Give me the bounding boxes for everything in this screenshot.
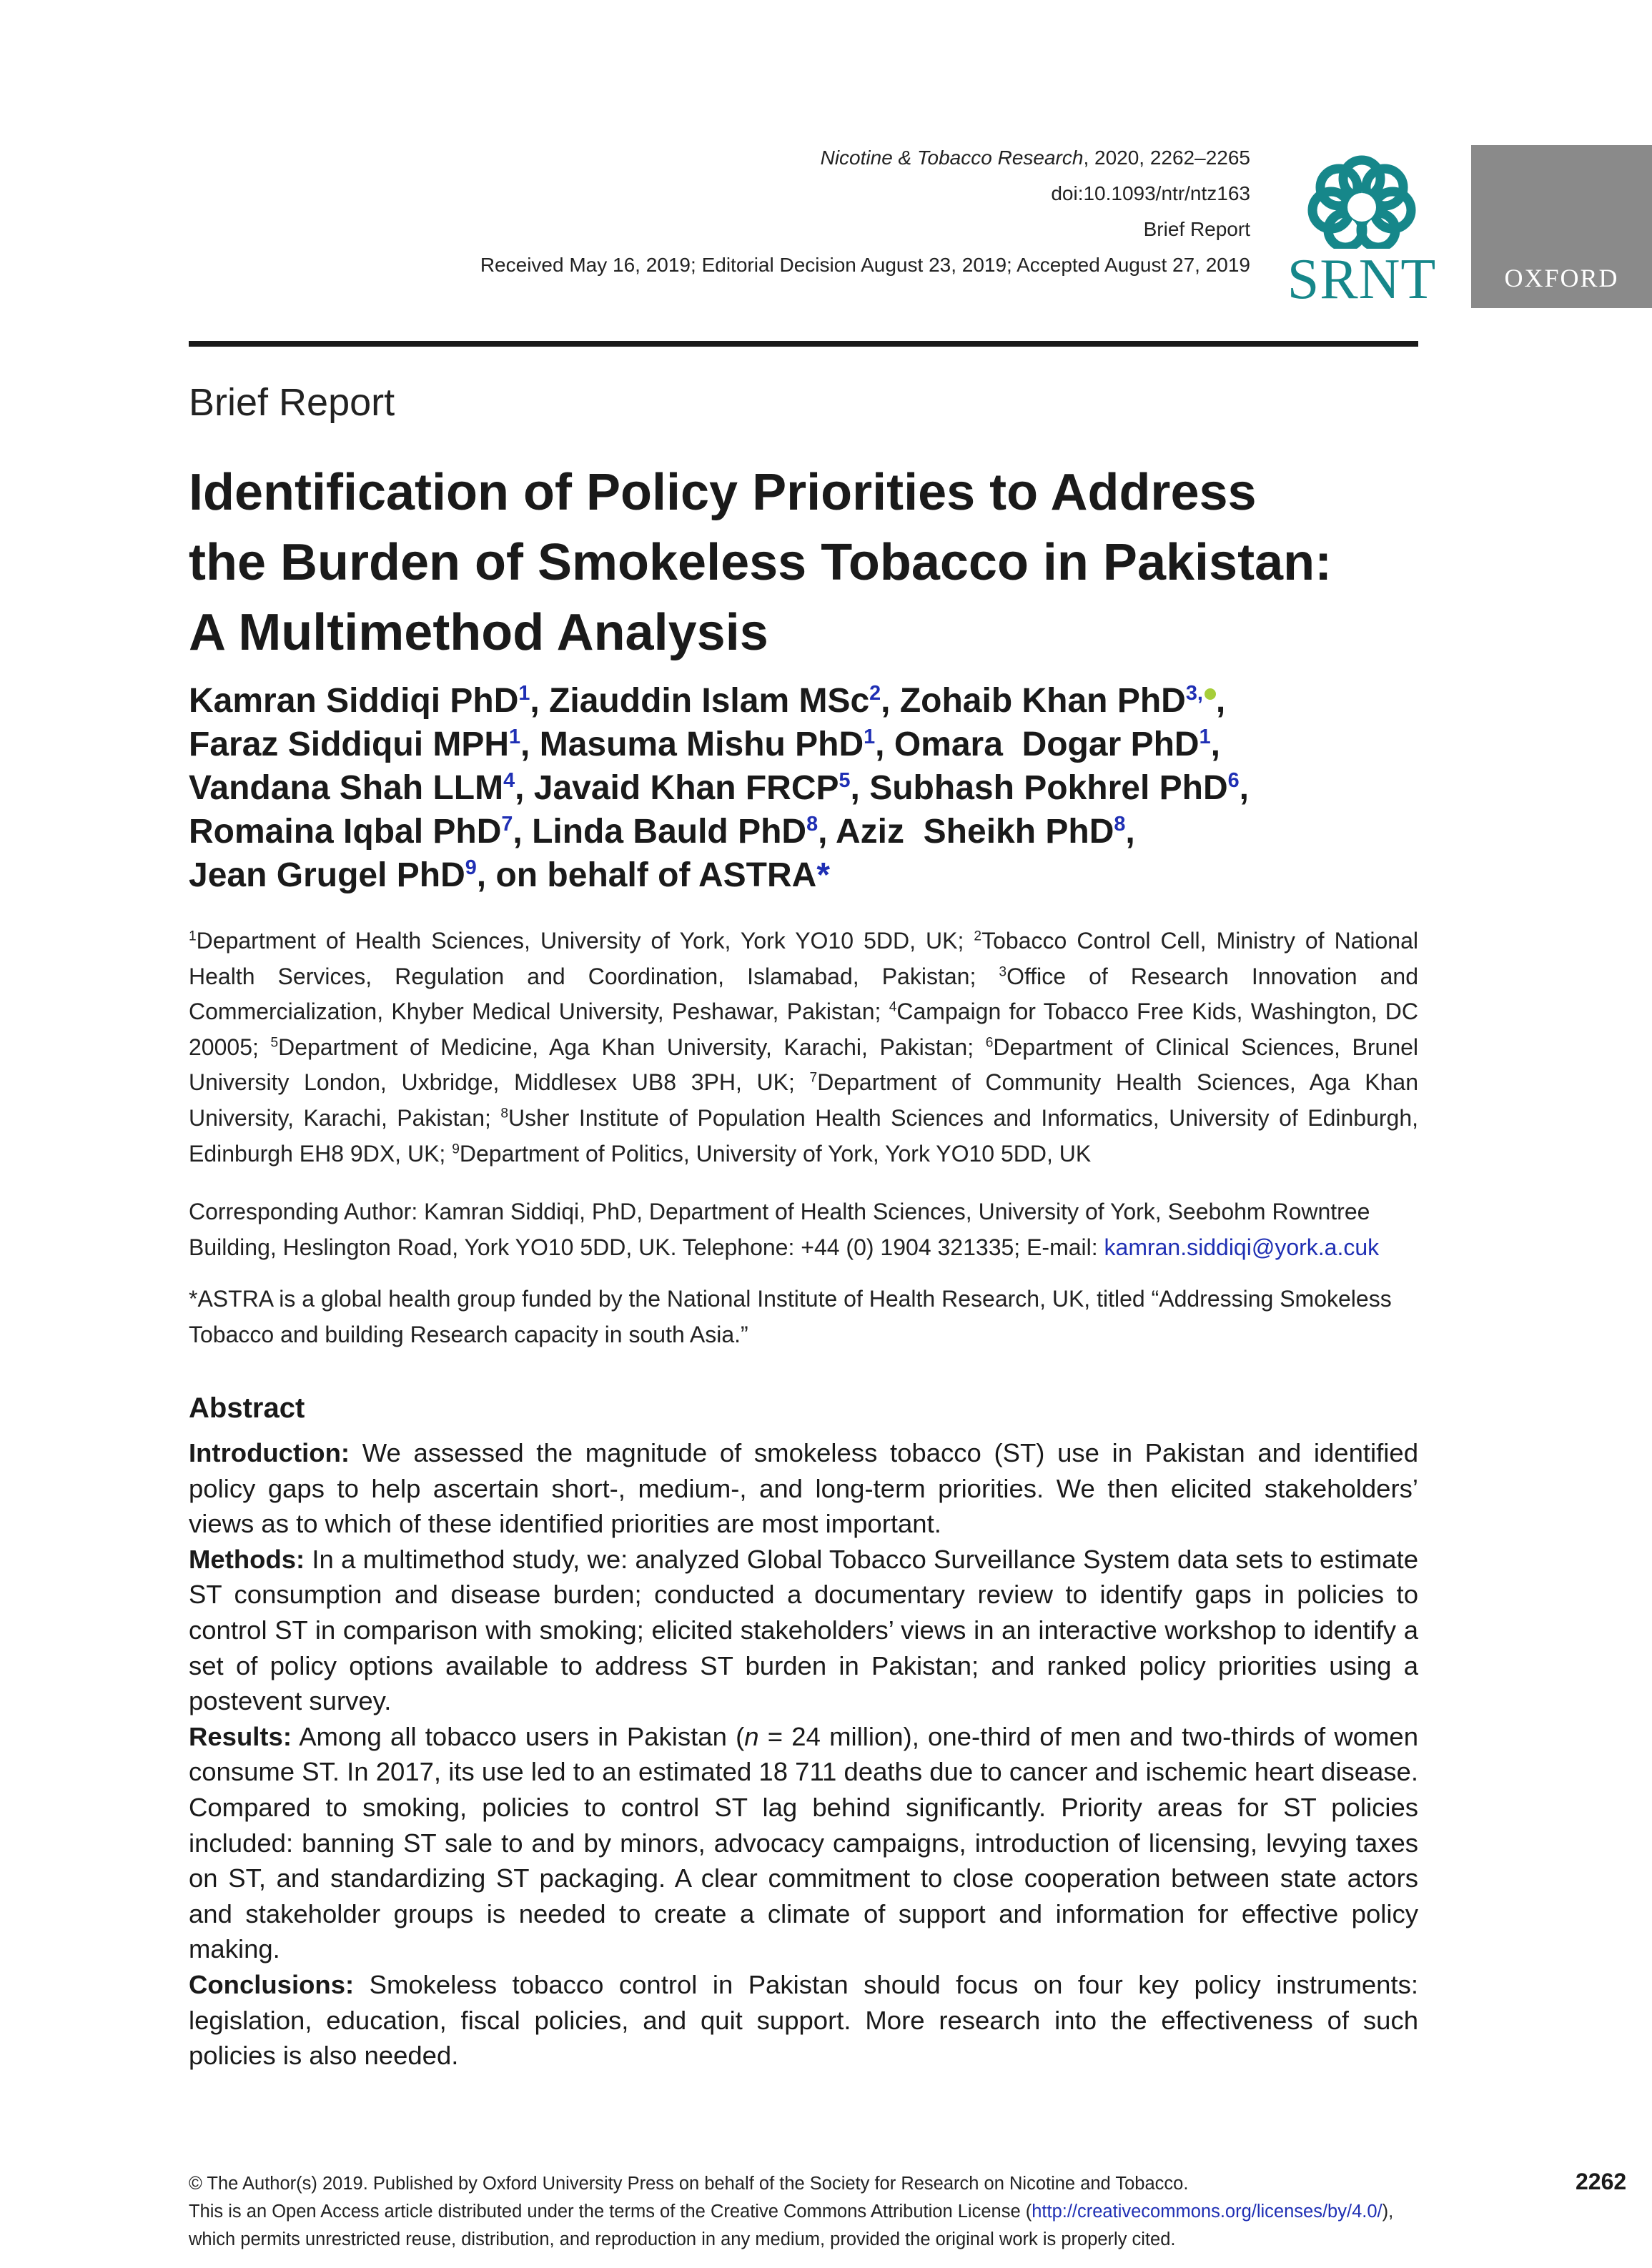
asterisk-footnote-ref[interactable]: * [816, 856, 830, 894]
affiliation-number: 2 [974, 929, 982, 944]
title-line-1: Identification of Policy Priorities to Address [189, 464, 1257, 521]
author-affiliation-ref[interactable]: 6 [1227, 769, 1240, 792]
journal-name: Nicotine & Tobacco Research [820, 147, 1084, 169]
author-separator: , [1239, 769, 1249, 807]
author-affiliation-ref[interactable]: 3, [1185, 682, 1203, 705]
author-name: on behalf of ASTRA [495, 856, 817, 894]
title-line-2: the Burden of Smokeless Tobacco in Pakistan: [189, 534, 1332, 591]
license-text: This is an Open Access article distributed under the terms of the Creative Commons Attribution License ( [189, 2202, 1032, 2222]
affiliation-text: Department of Politics, University of York, York YO10 5DD, UK [459, 1140, 1092, 1167]
license-url-link[interactable]: http://creativecommons.org/licenses/by/4.0/ [1032, 2202, 1383, 2222]
introduction-label: Introduction: [189, 1438, 350, 1467]
author-line-3 [189, 766, 1447, 810]
author-line-1 [189, 679, 1447, 723]
affiliation-text: Campaign for Tobacco Free Kids, Washington, DC 20005; [189, 999, 1418, 1060]
author-name: Faraz Siddiqui MPH [189, 726, 510, 763]
article-type: Brief Report [1143, 218, 1250, 240]
oxford-logo [1471, 145, 1652, 308]
author-name: Aziz Sheikh PhD [835, 813, 1114, 851]
affiliations [189, 923, 1418, 1172]
srnt-knot-icon [1280, 142, 1444, 249]
author-affiliation-ref[interactable]: 2 [869, 682, 881, 705]
orcid-icon[interactable] [1205, 688, 1216, 700]
affiliation-text: Department of Medicine, Aga Khan University, Karachi, Pakistan; [278, 1034, 986, 1060]
affiliation-text: Office of Research Innovation and Commercialization, Khyber Medical University, Peshawar, Pakistan; [189, 963, 1419, 1025]
author-separator: , [515, 769, 534, 807]
abstract-conclusions [189, 1967, 1418, 2074]
author-affiliation-ref[interactable]: 7 [501, 813, 513, 836]
abstract-methods [189, 1542, 1418, 1719]
affiliation-text: Department of Health Sciences, University of York, York YO10 5DD, UK; [196, 928, 974, 954]
author-separator: , [530, 682, 550, 720]
affiliation-text: Tobacco Control Cell, Ministry of National Health Services, Regulation and Coordination, Islamabad, Pakistan; [189, 928, 1419, 989]
affiliation-text: Department of Clinical Sciences, Brunel University London, Uxbridge, Middlesex UB8 3PH, UK; [189, 1034, 1419, 1096]
affiliation-text: Usher Institute of Population Health Sciences and Informatics, University of Edinburgh, Edinburgh EH8 9DX, UK; [189, 1104, 1419, 1167]
author-affiliation-ref[interactable]: 9 [465, 856, 477, 879]
author-separator: , [850, 769, 870, 807]
results-text-continued: = 24 million), one-third of men and two-thirds of women consume ST. In 2017, its use led to an estimated 18 711 deaths due to cancer and ischemic heart disease. Compared to smoking, policies to control ST lag behind significantly. Priority areas for ST policies included: banning ST sale to and by minors, advocacy campaigns, introduction of licensing, levying taxes on ST, and standardizing ST packaging. A clear commitment to close cooperation between state actors and stakeholder groups is needed to create a climate of support and information for effective policy making. [189, 1721, 1418, 1964]
author-affiliation-ref[interactable]: 1 [864, 726, 876, 748]
affiliation-number: 6 [985, 1035, 994, 1051]
author-separator: , [1210, 726, 1220, 763]
section-label: Brief Report [189, 381, 395, 424]
author-name: Omara Dogar PhD [894, 726, 1200, 763]
author-name: Romaina Iqbal PhD [189, 813, 502, 851]
author-affiliation-ref[interactable]: 4 [503, 769, 515, 792]
author-name: Vandana Shah LLM [189, 769, 504, 807]
affiliation-number: 9 [452, 1141, 460, 1157]
author-name: Jean Grugel PhD [189, 856, 465, 894]
author-separator: , [875, 726, 894, 763]
methods-label: Methods: [189, 1544, 305, 1574]
title-line-3: A Multimethod Analysis [189, 604, 768, 661]
results-n-symbol: n [744, 1721, 759, 1751]
license-terms-line: which permits unrestricted reuse, distribution, and reproduction in any medium, provided the original work is properly cited. [189, 2229, 1176, 2249]
author-separator: , [881, 682, 900, 720]
publication-dates: Received May 16, 2019; Editorial Decision August 23, 2019; Accepted August 27, 2019 [480, 254, 1250, 276]
author-affiliation-ref[interactable]: 8 [1114, 813, 1126, 836]
author-name: Linda Bauld PhD [532, 813, 807, 851]
email-link[interactable]: kamran.siddiqi@york.a.cuk [1104, 1234, 1380, 1260]
methods-text: In a multimethod study, we: analyzed Global Tobacco Surveillance System data sets to estimate ST consumption and disease burden; conducted a documentary review to identify gaps in policies to control ST in comparison with smoking; elicited stakeholders’ views in an interactive workshop to identify a set of policy options available to address ST burden in Pakistan; and ranked policy priorities using a postevent survey. [189, 1544, 1418, 1716]
copyright-line: © The Author(s) 2019. Published by Oxford University Press on behalf of the Society for Research on Nicotine and Tobacco. [189, 2174, 1189, 2194]
author-separator: , [1215, 682, 1226, 720]
affiliation-number: 5 [270, 1035, 279, 1051]
abstract-results [189, 1719, 1418, 1967]
abstract-introduction [189, 1435, 1418, 1542]
srnt-logo-text: SRNT [1287, 248, 1437, 311]
conclusions-label: Conclusions: [189, 1969, 355, 1999]
author-line-5 [189, 853, 1447, 897]
article-title [189, 457, 1418, 668]
page-number: 2262 [1576, 2169, 1627, 2194]
author-name: Javaid Khan FRCP [533, 769, 839, 807]
author-name: Subhash Pokhrel PhD [869, 769, 1228, 807]
author-affiliation-ref[interactable]: 8 [806, 813, 818, 836]
journal-volume-pages: , 2020, 2262–2265 [1083, 147, 1250, 169]
author-separator: , [818, 813, 836, 851]
author-separator: , [520, 726, 540, 763]
corresponding-author [189, 1194, 1418, 1265]
license-footer [189, 2170, 1497, 2254]
license-text-end: ), [1382, 2202, 1394, 2222]
author-name: Zohaib Khan PhD [899, 682, 1186, 720]
author-affiliation-ref[interactable]: 1 [1199, 726, 1211, 748]
abstract-heading: Abstract [189, 1392, 305, 1424]
author-line-4 [189, 810, 1447, 853]
affiliation-number: 8 [500, 1106, 509, 1121]
abstract-body [189, 1435, 1418, 2074]
results-label: Results: [189, 1721, 292, 1751]
astra-footnote: *ASTRA is a global health group funded by the National Institute of Health Research, UK, titled “Addressing Smokeless Tobacco and building Research capacity in south Asia.” [189, 1286, 1392, 1347]
author-affiliation-ref[interactable]: 1 [518, 682, 530, 705]
introduction-text: We assessed the magnitude of smokeless tobacco (ST) use in Pakistan and identified policy gaps to help ascertain short-, medium-, and long-term priorities. We then elicited stakeholders’ views as to which of these identified priorities are most important. [189, 1438, 1418, 1539]
doi[interactable]: doi:10.1093/ntr/ntz163 [1051, 182, 1250, 204]
author-name: Masuma Mishu PhD [539, 726, 864, 763]
srnt-logo [1280, 142, 1444, 313]
license-line [189, 2198, 1497, 2226]
author-line-2 [189, 723, 1447, 766]
author-affiliation-ref[interactable]: 1 [509, 726, 521, 748]
affiliation-number: 3 [999, 964, 1007, 979]
affiliation-number: 7 [809, 1070, 818, 1086]
oxford-logo-text: OXFORD [1504, 264, 1619, 292]
results-text: Among all tobacco users in Pakistan ( [292, 1721, 745, 1751]
header-rule [189, 341, 1418, 347]
conclusions-text: Smokeless tobacco control in Pakistan should focus on four key policy instruments: legislation, education, fiscal policies, and quit support. More research into the effectiveness of such policies is also needed. [189, 1969, 1418, 2071]
author-name: Ziauddin Islam MSc [549, 682, 870, 720]
affiliation-number: 4 [889, 999, 897, 1015]
author-separator: , [513, 813, 533, 851]
affiliation-text: Department of Community Health Sciences, Aga Khan University, Karachi, Pakistan; [189, 1069, 1419, 1131]
correspondence-text: Corresponding Author: Kamran Siddiqi, PhD, Department of Health Sciences, University of York, Seebohm Rowntree Building, Heslington Road, York YO10 5DD, UK. Telephone: +44 (0) 1904 321335; E-mail: [189, 1199, 1370, 1260]
affiliation-number: 1 [189, 929, 197, 944]
author-affiliation-ref[interactable]: 5 [839, 769, 851, 792]
article-header-meta [480, 140, 1250, 283]
author-list [189, 679, 1447, 897]
journal-citation [480, 140, 1250, 176]
author-name: Kamran Siddiqi PhD [189, 682, 519, 720]
author-separator: , [476, 856, 496, 894]
author-separator: , [1125, 813, 1135, 851]
